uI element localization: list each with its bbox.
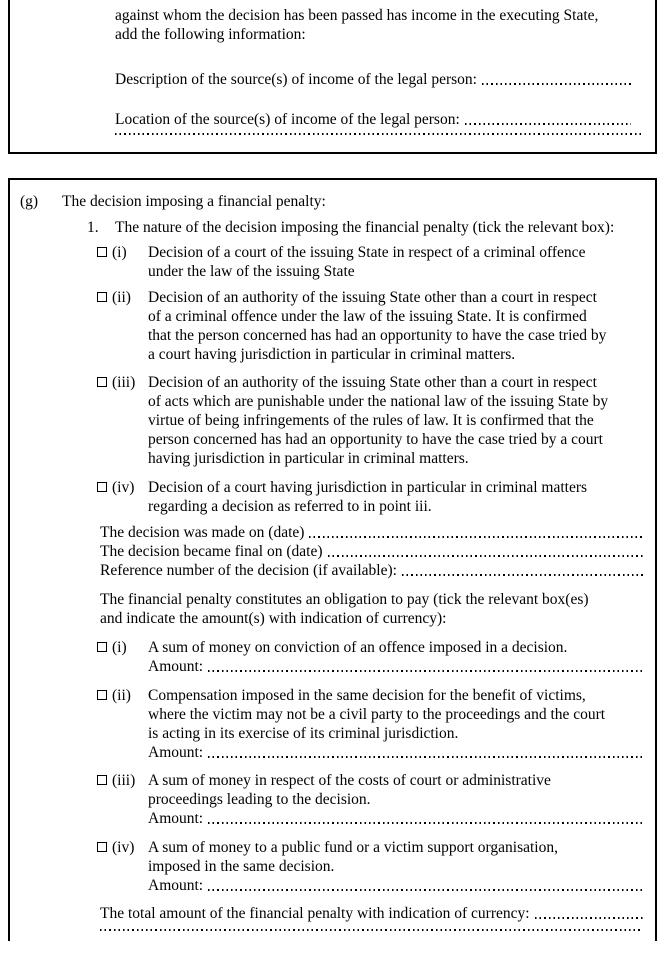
income-description-label: Description of the source(s) of income of the legal person: <box>115 71 477 88</box>
section-g-row <box>10 192 655 211</box>
text-line: of acts which are punishable under the national law of the issuing State by <box>148 393 609 410</box>
option-number: (i) <box>112 244 127 261</box>
payment-option-ii-marker <box>97 686 148 705</box>
text-line: of a criminal offence under the law of the issuing State. It is confirmed <box>148 308 587 325</box>
nature-option-ii-marker <box>97 288 148 307</box>
decision-made-date-field <box>10 523 655 542</box>
amount-label: Amount: <box>148 810 204 827</box>
text-line: person concerned has had an opportunity to have the case tried by a court <box>148 431 603 448</box>
decision-reference-number-label: Reference number of the decision (if available): <box>100 562 397 579</box>
checkbox-icon[interactable] <box>97 377 107 387</box>
nature-option-i <box>10 243 655 281</box>
nature-option-i-text <box>148 243 643 281</box>
option-number: (iii) <box>112 374 136 391</box>
fill-in-line[interactable] <box>208 889 643 891</box>
total-amount-label: The total amount of the financial penalty with indication of currency: <box>100 905 530 922</box>
income-location-label: Location of the source(s) of income of the legal person: <box>115 111 460 128</box>
checkbox-icon[interactable] <box>97 642 107 652</box>
payment-option-iii-marker <box>97 771 148 790</box>
fill-in-line[interactable] <box>100 929 643 931</box>
fill-in-line[interactable] <box>402 574 643 576</box>
payment-option-iv-text <box>148 838 643 895</box>
text-line: The financial penalty constitutes an obligation to pay (tick the relevant box(es) <box>100 591 589 608</box>
checkbox-icon[interactable] <box>97 690 107 700</box>
text-line: Compensation imposed in the same decision for the benefit of victims, <box>148 687 586 704</box>
text-line: under the law of the issuing State <box>148 263 355 280</box>
option-number: (iv) <box>112 479 135 496</box>
fill-in-line[interactable] <box>208 822 643 824</box>
decision-final-date-label: The decision became final on (date) <box>100 543 323 560</box>
text-line: Decision of an authority of the issuing State other than a court in respect <box>148 289 597 306</box>
amount-label: Amount: <box>148 744 204 761</box>
fill-in-line[interactable] <box>535 917 643 919</box>
decision-reference-number-field <box>10 561 655 580</box>
total-amount-field <box>10 904 655 923</box>
payment-option-i-marker <box>97 638 148 657</box>
payment-option-iv-marker <box>97 838 148 857</box>
fill-in-line[interactable] <box>208 670 643 672</box>
income-description-field <box>115 70 643 89</box>
text-line: proceedings leading to the decision. <box>148 791 371 808</box>
income-intro-line-1: against whom the decision has been passed has income in the executing State, <box>115 7 599 24</box>
fill-in-line[interactable] <box>309 536 643 538</box>
income-intro-line-2: add the following information: <box>115 26 306 43</box>
item-1-row <box>10 218 655 237</box>
payment-option-ii-text <box>148 686 643 762</box>
payment-option-iv <box>10 838 655 895</box>
nature-option-ii <box>10 288 655 364</box>
text-line: is acting in its exercise of its criminal jurisdiction. <box>148 725 459 742</box>
amount-field <box>148 743 643 762</box>
amount-label: Amount: <box>148 877 204 894</box>
option-number: (ii) <box>112 687 131 704</box>
text-line: and indicate the amount(s) with indication of currency): <box>100 610 447 627</box>
text-line: having jurisdiction in particular in criminal matters. <box>148 450 469 467</box>
nature-option-iv <box>10 478 655 516</box>
checkbox-icon[interactable] <box>97 775 107 785</box>
financial-penalty-section-box <box>8 178 657 941</box>
text-line: that the person concerned has had an opportunity to have the case tried by <box>148 327 607 344</box>
payment-option-ii <box>10 686 655 762</box>
text-line: Decision of an authority of the issuing State other than a court in respect <box>148 374 597 391</box>
text-line: Decision of a court having jurisdiction in particular in criminal matters <box>148 479 588 496</box>
checkbox-icon[interactable] <box>97 482 107 492</box>
fill-in-line[interactable] <box>208 756 643 758</box>
option-number: (iii) <box>112 772 136 789</box>
section-g-title: The decision imposing a financial penalty: <box>62 193 326 210</box>
nature-option-i-marker <box>97 243 148 262</box>
item-1-number: 1. <box>87 219 99 236</box>
amount-field <box>148 657 643 676</box>
option-number: (i) <box>112 639 127 656</box>
option-number: (ii) <box>112 289 131 306</box>
text-line: virtue of being infringements of the rules of law. It is confirmed that the <box>148 412 594 429</box>
item-1-title: The nature of the decision imposing the financial penalty (tick the relevant box): <box>115 219 615 236</box>
decision-final-date-field <box>10 542 655 561</box>
text-line: imposed in the same decision. <box>148 858 335 875</box>
nature-option-iii-text <box>148 373 643 468</box>
checkbox-icon[interactable] <box>97 292 107 302</box>
legal-person-income-box <box>8 0 657 154</box>
text-line: where the victim may not be a civil party to the proceedings and the court <box>148 706 606 723</box>
nature-option-ii-text <box>148 288 643 364</box>
fill-in-line[interactable] <box>115 133 643 135</box>
obligation-intro <box>10 590 655 628</box>
amount-label: Amount: <box>148 658 204 675</box>
nature-option-iv-text <box>148 478 643 516</box>
text-line: Decision of a court of the issuing State in respect of a criminal offence <box>148 244 586 261</box>
text-line: regarding a decision as referred to in point iii. <box>148 498 432 515</box>
text-line: a court having jurisdiction in particular in criminal matters. <box>148 346 516 363</box>
payment-option-iii-text <box>148 771 643 828</box>
amount-field <box>148 876 643 895</box>
option-number: (iv) <box>112 839 135 856</box>
text-line: A sum of money to a public fund or a victim support organisation, <box>148 839 558 856</box>
nature-option-iii <box>10 373 655 468</box>
checkbox-icon[interactable] <box>97 247 107 257</box>
text-line: A sum of money in respect of the costs of court or administrative <box>148 772 551 789</box>
amount-field <box>148 809 643 828</box>
payment-option-i <box>10 638 655 676</box>
fill-in-line[interactable] <box>328 555 644 557</box>
fill-in-line[interactable] <box>482 83 631 85</box>
checkbox-icon[interactable] <box>97 842 107 852</box>
payment-option-iii <box>10 771 655 828</box>
payment-option-i-text <box>148 638 643 676</box>
income-location-field <box>115 110 643 129</box>
section-g-label: (g) <box>20 193 39 210</box>
nature-option-iv-marker <box>97 478 148 497</box>
nature-option-iii-marker <box>97 373 148 392</box>
fill-in-line[interactable] <box>465 123 631 125</box>
text-line: A sum of money on conviction of an offence imposed in a decision. <box>148 639 568 656</box>
decision-made-date-label: The decision was made on (date) <box>100 524 305 541</box>
